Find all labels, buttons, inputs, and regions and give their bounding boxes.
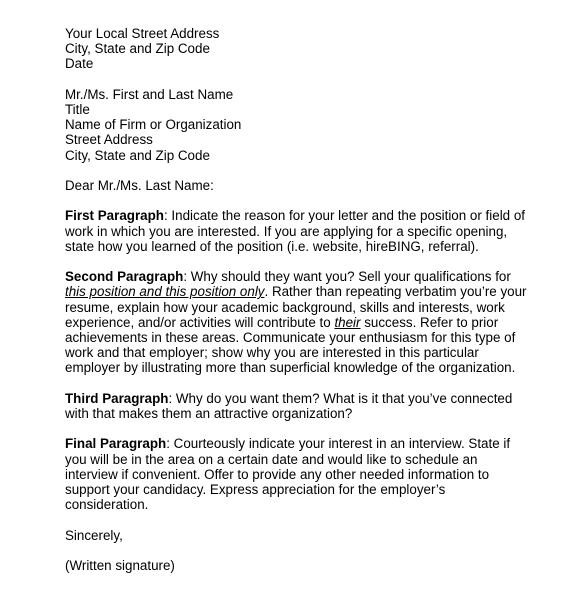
third-paragraph-text: : Why do you want them? What is it that you’ve connected [168,390,513,406]
cover-letter-template [65,26,580,573]
first-paragraph-line [65,208,580,223]
spacer [65,421,580,436]
final-paragraph-line: support your candidacy. Express appreciation for the employer’s [65,482,446,497]
first-paragraph-text: : Indicate the reason for your letter and the position or field of [163,208,526,224]
recipient-title: Title [65,102,90,117]
first-paragraph-line: state how you learned of the position (i.e. website, hireBING, referral). [65,238,479,254]
recipient-city: City, State and Zip Code [65,147,210,163]
final-paragraph-text: : Courteously indicate your interest in an interview. State if [166,436,511,452]
second-paragraph-line [65,315,580,330]
final-paragraph [65,436,580,512]
second-paragraph-text: . Rather than repeating verbatim you’re your [264,284,527,300]
first-paragraph-line: work in which you are interested. If you are applying for a specific opening, [65,223,508,239]
recipient-street: Street Address [65,132,153,148]
second-paragraph-line: work and that employer; show why you are interested in this particular [65,345,479,361]
second-paragraph-line: employer by illustrating more than superficial knowledge of the organization. [65,360,516,376]
recipient-firm: Name of Firm or Organization [65,117,242,133]
second-paragraph-line: resume, explain how your academic background, skills and interests, work [65,299,505,315]
spacer [65,193,580,208]
third-paragraph [65,391,580,421]
second-paragraph-text: experience, and/or activities will contribute to [65,314,335,330]
spacer [65,163,580,178]
second-paragraph-text: : Why should they want you? Sell your qualifications for [183,269,511,285]
second-paragraph-line [65,269,580,284]
first-paragraph [65,208,580,254]
second-paragraph-label: Second Paragraph [65,269,184,285]
third-paragraph-label: Third Paragraph [65,390,169,406]
third-paragraph-line [65,391,580,406]
spacer [65,543,580,558]
spacer [65,512,580,527]
recipient-block [65,87,580,163]
final-paragraph-line: interview if convenient. Offer to provide any other needed information to [65,466,490,482]
spacer [65,254,580,269]
signature-placeholder: (Written signature) [65,557,175,573]
final-paragraph-label: Final Paragraph [65,436,167,452]
spacer [65,376,580,391]
letter-date: Date [65,56,94,72]
closing: Sincerely, [65,527,123,543]
sender-block [65,26,580,72]
salutation: Dear Mr./Ms. Last Name: [65,178,214,193]
final-paragraph-line: consideration. [65,497,149,513]
second-paragraph-line: achievements in these areas. Communicate your enthusiasm for this type of [65,330,516,345]
sender-address: Your Local Street Address [65,26,220,41]
first-paragraph-label: First Paragraph [65,208,164,224]
sender-city: City, State and Zip Code [65,41,210,57]
second-paragraph-line [65,284,580,299]
spacer [65,72,580,87]
second-paragraph [65,269,580,375]
second-paragraph-text: success. Refer to prior [360,314,499,330]
final-paragraph-line: you will be in the area on a certain date and would like to schedule an [65,451,478,467]
third-paragraph-line: with that makes them an attractive organization? [65,406,353,421]
final-paragraph-line [65,436,580,451]
emphasized-text: their [334,314,361,330]
emphasized-text: this position and this position only [65,284,265,300]
recipient-name: Mr./Ms. First and Last Name [65,86,234,102]
